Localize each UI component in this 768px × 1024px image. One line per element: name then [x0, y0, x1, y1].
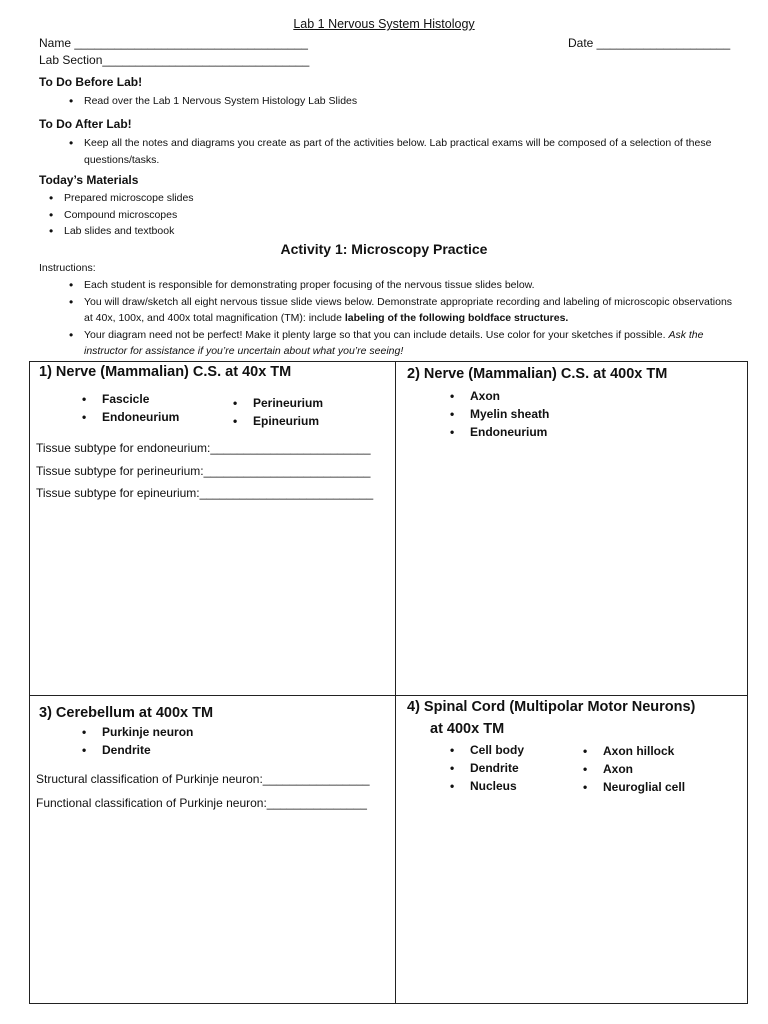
list-item: [64, 327, 742, 360]
instructions-list: [64, 277, 742, 360]
list-item: • Neuroglial cell: [579, 778, 729, 796]
list-item: • Axon: [579, 760, 729, 778]
instructions-label: Instructions:: [39, 262, 96, 274]
after-lab-heading: To Do After Lab!: [39, 117, 132, 131]
box3-title: 3) Cerebellum at 400x TM: [39, 705, 214, 721]
list-item: • Compound microscopes: [44, 207, 444, 224]
page-title: Lab 1 Nervous System Histology: [293, 17, 475, 31]
drawing-grid: [29, 361, 748, 1004]
list-item: • Endoneurium: [446, 423, 646, 441]
grid-divider-horizontal: [29, 695, 747, 696]
list-item: • Fascicle: [78, 390, 218, 408]
list-item: • Keep all the notes and diagrams you create as part of the activities below. Lab practical exams will be composed of a selection of these questions/tasks.: [64, 135, 744, 168]
after-lab-list: [64, 135, 744, 168]
name-field[interactable]: Name ___________________________________: [39, 36, 308, 50]
instruction-italic: Ask the instructor for assistance if you’re uncertain about what you’re seeing!: [84, 328, 704, 357]
list-item: • Cell body: [446, 741, 576, 759]
before-lab-heading: To Do Before Lab!: [39, 75, 143, 89]
instruction-text: You will draw/sketch all eight nervous tissue slide views below. Demonstrate appropriate recording and labeling of microscopic observations at 40x, 100x, and 400x total magnification (TM): include: [84, 295, 733, 324]
before-lab-list: [64, 93, 744, 110]
list-item: • Dendrite: [78, 741, 278, 759]
list-item: • Endoneurium: [78, 408, 218, 426]
list-item: • Purkinje neuron: [78, 723, 278, 741]
box4-list-left: [446, 741, 576, 795]
list-item: • Each student is responsible for demonstrating proper focusing of the nervous tissue slides below.: [64, 277, 742, 294]
list-item: • Perineurium: [229, 394, 379, 412]
list-item: • Myelin sheath: [446, 405, 646, 423]
materials-heading: Today’s Materials: [39, 173, 139, 187]
list-item: • Dendrite: [446, 759, 576, 777]
list-item: [64, 294, 742, 327]
lab-section-field[interactable]: Lab Section_______________________________: [39, 53, 310, 67]
box4-title-cont: at 400x TM: [430, 721, 505, 737]
box1-title: 1) Nerve (Mammalian) C.S. at 40x TM: [39, 364, 292, 380]
list-item: • Axon hillock: [579, 742, 729, 760]
box2-title: 2) Nerve (Mammalian) C.S. at 400x TM: [407, 366, 668, 382]
instruction-text: Your diagram need not be perfect! Make it plenty large so that you can include details. Use color for your sketches if possible.: [84, 328, 669, 341]
list-item: • Epineurium: [229, 412, 379, 430]
list-item: • Read over the Lab 1 Nervous System Histology Lab Slides: [64, 93, 744, 110]
endoneurium-question[interactable]: Tissue subtype for endoneurium:________________________: [36, 441, 371, 455]
box1-list-right: [229, 394, 379, 430]
activity-title: Activity 1: Microscopy Practice: [280, 241, 488, 257]
list-item: • Nucleus: [446, 777, 576, 795]
box4-list-right: [579, 742, 729, 796]
materials-list: [44, 190, 444, 240]
list-item: • Prepared microscope slides: [44, 190, 444, 207]
structural-classification-question[interactable]: Structural classification of Purkinje neuron:________________: [36, 772, 370, 786]
functional-classification-question[interactable]: Functional classification of Purkinje neuron:_______________: [36, 796, 367, 810]
box3-list: [78, 723, 278, 759]
box1-list-left: [78, 390, 218, 426]
date-field[interactable]: Date ____________________: [568, 36, 731, 50]
epineurium-question[interactable]: Tissue subtype for epineurium:__________________________: [36, 486, 374, 500]
grid-divider-vertical: [395, 361, 396, 1004]
instruction-bold: labeling of the following boldface structures.: [344, 312, 569, 324]
list-item: • Lab slides and textbook: [44, 223, 444, 240]
box2-list: [446, 387, 646, 441]
perineurium-question[interactable]: Tissue subtype for perineurium:_________________________: [36, 464, 371, 478]
list-item: • Axon: [446, 387, 646, 405]
box4-title: 4) Spinal Cord (Multipolar Motor Neurons): [407, 699, 696, 715]
